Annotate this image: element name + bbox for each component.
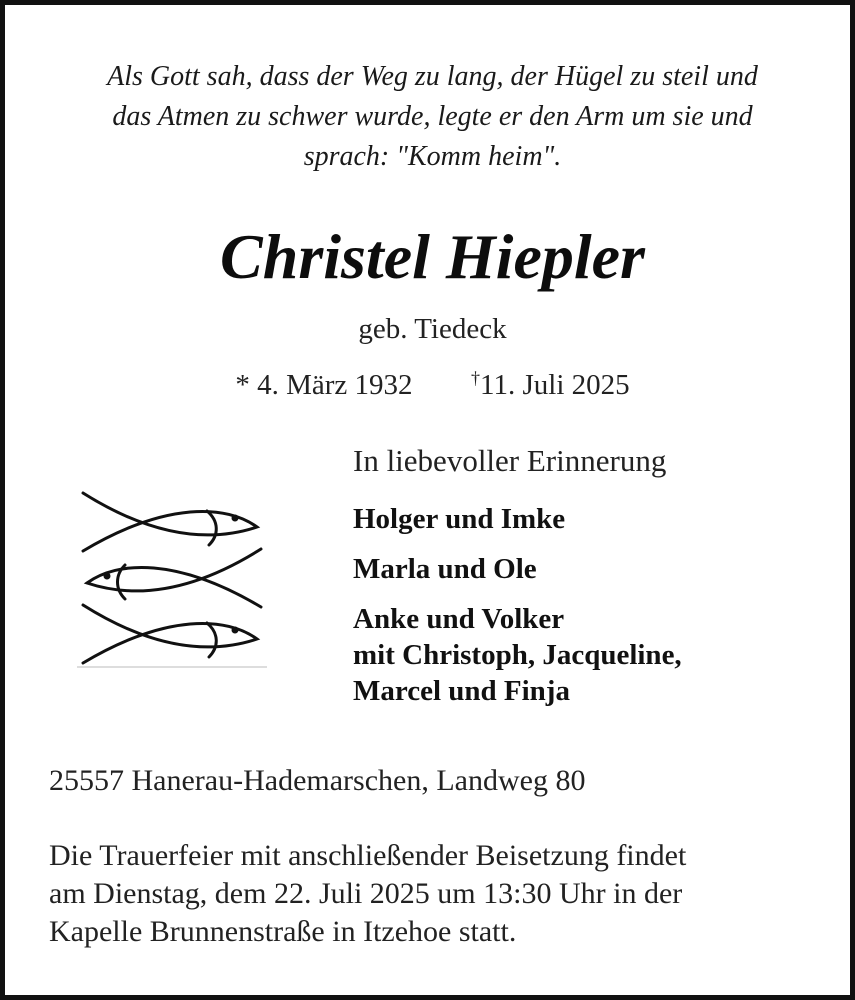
mourner-group-continued: mit Christoph, Jacqueline, xyxy=(353,639,682,671)
birth-name: geb. Tiedeck xyxy=(358,313,507,345)
born-date: 4. März 1932 xyxy=(257,369,413,401)
funeral-line: am Dienstag, dem 22. Juli 2025 um 13:30 Uhr in der xyxy=(49,877,683,910)
three-fish-icon xyxy=(77,487,267,669)
funeral-notice xyxy=(49,837,829,951)
memory-heading: In liebevoller Erinnerung xyxy=(353,443,667,478)
mourners-list xyxy=(353,501,682,709)
quote-line: Als Gott sah, dass der Weg zu lang, der Hügel zu steil und xyxy=(107,61,758,92)
funeral-line: Die Trauerfeier mit anschließender Beisetzung findet xyxy=(49,839,687,872)
funeral-line: Kapelle Brunnenstraße in Itzehoe statt. xyxy=(49,915,517,948)
life-dates xyxy=(5,357,855,406)
died-date: 11. Juli 2025 xyxy=(480,369,630,401)
opening-quote xyxy=(45,57,820,177)
family-address: 25557 Hanerau-Hademarschen, Landweg 80 xyxy=(49,764,586,797)
quote-line: sprach: "Komm heim". xyxy=(303,141,562,172)
mourner-group-continued: Marcel und Finja xyxy=(353,675,570,707)
quote-line: das Atmen zu schwer wurde, legte er den Arm um sie und xyxy=(112,101,753,132)
born-symbol: * xyxy=(235,369,250,401)
deceased-name: Christel Hiepler xyxy=(220,221,645,292)
mourner-group: Holger und Imke xyxy=(353,503,566,535)
mourner-group: Marla und Ole xyxy=(353,553,537,585)
mourner-group: Anke und Volker xyxy=(353,603,565,635)
died-symbol: † xyxy=(471,368,481,388)
